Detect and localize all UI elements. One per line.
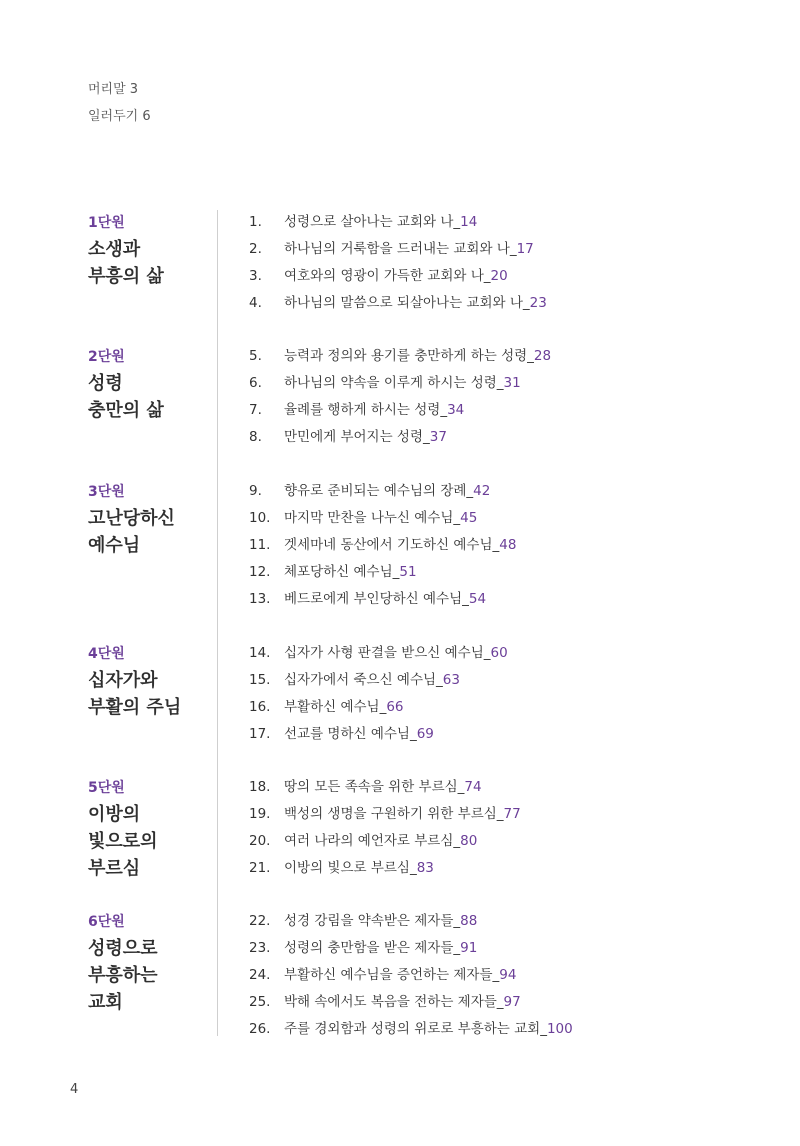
chapter-title-text: 부활하신 예수님을 증언하는 제자들_ (284, 967, 500, 983)
page-number: 4 (70, 1082, 79, 1097)
unit-label: 3단원 (88, 484, 125, 500)
chapter-number: 20. (249, 833, 271, 849)
chapter-page: 14 (460, 214, 478, 230)
chapter-number: 18. (249, 779, 271, 795)
unit-title (88, 801, 158, 882)
chapter-title-text: 성령으로 살아나는 교회와 나_ (284, 214, 461, 230)
chapter-page: 83 (416, 860, 434, 876)
chapter-page: 97 (503, 994, 521, 1010)
unit-label: 6단원 (88, 914, 125, 930)
unit-label: 1단원 (88, 215, 125, 231)
chapter-page: 23 (529, 295, 547, 311)
chapter-title (284, 858, 434, 878)
chapter-title-text: 부활하신 예수님_ (284, 699, 387, 715)
unit-title (88, 935, 158, 1016)
chapter-title (284, 643, 508, 663)
chapter-page: 51 (399, 564, 417, 580)
chapter-title-text: 성령의 충만함을 받은 제자들_ (284, 940, 461, 956)
chapter-title (284, 724, 434, 744)
unit-title-line: 빛으로의 (88, 831, 158, 852)
chapter-number: 14. (249, 645, 271, 661)
chapter-page: 17 (516, 241, 534, 257)
chapter-title-text: 십자가 사형 판결을 받으신 예수님_ (284, 645, 491, 661)
front-matter-preface: 머리말 3 (88, 82, 139, 97)
chapter-title-text: 선교를 명하신 예수님_ (284, 726, 417, 742)
unit-title-line: 부르심 (88, 858, 141, 879)
chapter-number: 23. (249, 940, 271, 956)
unit-title-line: 충만의 삶 (88, 400, 164, 421)
chapter-title-text: 하나님의 말씀으로 되살아나는 교회와 나_ (284, 295, 530, 311)
unit-label: 4단원 (88, 646, 125, 662)
chapter-page: 88 (460, 913, 478, 929)
unit-title-line: 부흥의 삶 (88, 266, 164, 287)
chapter-title (284, 911, 477, 931)
chapter-title (284, 1019, 573, 1039)
chapter-title (284, 562, 417, 582)
chapter-title-text: 이방의 빛으로 부르심_ (284, 860, 417, 876)
chapter-number: 17. (249, 726, 271, 742)
unit-title-line: 교회 (88, 992, 123, 1013)
chapter-number: 11. (249, 537, 271, 553)
chapter-title (284, 212, 477, 232)
chapter-number: 7. (249, 402, 262, 418)
chapter-title-text: 만민에게 부어지는 성령_ (284, 429, 430, 445)
chapter-title-text: 땅의 모든 족속을 위한 부르심_ (284, 779, 465, 795)
chapter-number: 24. (249, 967, 271, 983)
chapter-number: 16. (249, 699, 271, 715)
chapter-title-text: 주를 경외함과 성령의 위로로 부흥하는 교회_ (284, 1021, 547, 1037)
chapter-title-text: 하나님의 거룩함을 드러내는 교회와 나_ (284, 241, 517, 257)
chapter-page: 94 (499, 967, 517, 983)
chapter-page: 77 (503, 806, 521, 822)
chapter-title (284, 992, 521, 1012)
chapter-title (284, 697, 404, 717)
chapter-number: 1. (249, 214, 262, 230)
chapter-number: 10. (249, 510, 271, 526)
chapter-title-text: 능력과 정의와 용기를 충만하게 하는 성령_ (284, 348, 534, 364)
chapter-number: 4. (249, 295, 262, 311)
chapter-title-text: 베드로에게 부인당하신 예수님_ (284, 591, 469, 607)
unit-title-line: 예수님 (88, 535, 141, 556)
chapter-title (284, 508, 477, 528)
front-matter-notes: 일러두기 6 (88, 109, 151, 124)
chapter-page: 66 (386, 699, 404, 715)
unit-title (88, 505, 175, 559)
unit-title-line: 부활의 주님 (88, 697, 182, 718)
unit-title-line: 이방의 (88, 804, 141, 825)
chapter-number: 13. (249, 591, 271, 607)
unit-title-line: 성령 (88, 373, 123, 394)
unit-title-line: 고난당하신 (88, 508, 175, 529)
chapter-page: 54 (468, 591, 487, 607)
chapter-title (284, 670, 460, 690)
chapter-page: 91 (460, 940, 478, 956)
chapter-title-text: 하나님의 약속을 이루게 하시는 성령_ (284, 375, 504, 391)
chapter-title-text: 겟세마네 동산에서 기도하신 예수님_ (284, 537, 500, 553)
chapter-title (284, 965, 516, 985)
chapter-title (284, 400, 464, 420)
chapter-title (284, 804, 521, 824)
chapter-page: 31 (503, 375, 521, 391)
unit-title (88, 236, 164, 290)
chapter-title-text: 십자가에서 죽으신 예수님_ (284, 672, 443, 688)
chapter-title (284, 777, 482, 797)
chapter-page: 100 (546, 1021, 573, 1037)
chapter-page: 63 (442, 672, 460, 688)
chapter-number: 6. (249, 375, 262, 391)
chapter-number: 21. (249, 860, 271, 876)
chapter-title-text: 체포당하신 예수님_ (284, 564, 400, 580)
chapter-page: 20 (490, 268, 508, 284)
unit-title-line: 소생과 (88, 239, 141, 260)
chapter-number: 26. (249, 1021, 271, 1037)
chapter-page: 80 (460, 833, 478, 849)
chapter-title (284, 239, 534, 259)
chapter-title (284, 427, 447, 447)
chapter-title-text: 백성의 생명을 구원하기 위한 부르심_ (284, 806, 504, 822)
chapter-title (284, 831, 477, 851)
chapter-title-text: 여러 나라의 예언자로 부르심_ (284, 833, 461, 849)
chapter-title (284, 373, 521, 393)
chapter-title-text: 박해 속에서도 복음을 전하는 제자들_ (284, 994, 504, 1010)
chapter-title (284, 346, 551, 366)
unit-title-line: 부흥하는 (88, 965, 158, 986)
chapter-number: 2. (249, 241, 262, 257)
chapter-page: 69 (416, 726, 434, 742)
chapter-number: 3. (249, 268, 262, 284)
chapter-title (284, 938, 477, 958)
chapter-page: 42 (473, 483, 491, 499)
chapter-page: 60 (490, 645, 508, 661)
chapter-title (284, 589, 486, 609)
chapter-page: 28 (533, 348, 552, 364)
chapter-title-text: 여호와의 영광이 가득한 교회와 나_ (284, 268, 491, 284)
unit-label: 2단원 (88, 349, 125, 365)
chapter-page: 74 (464, 779, 482, 795)
chapter-number: 5. (249, 348, 262, 364)
chapter-title (284, 481, 490, 501)
chapter-page: 45 (460, 510, 478, 526)
chapter-page: 34 (447, 402, 465, 418)
vertical-divider (217, 210, 218, 1036)
chapter-title (284, 266, 508, 286)
chapter-page: 48 (499, 537, 517, 553)
unit-label: 5단원 (88, 780, 125, 796)
chapter-title (284, 535, 516, 555)
chapter-page: 37 (429, 429, 447, 445)
chapter-title-text: 마지막 만찬을 나누신 예수님_ (284, 510, 461, 526)
chapter-number: 9. (249, 483, 262, 499)
unit-title (88, 370, 164, 424)
unit-title (88, 667, 181, 721)
unit-title-line: 성령으로 (88, 938, 158, 959)
chapter-title-text: 향유로 준비되는 예수님의 장례_ (284, 483, 474, 499)
chapter-title (284, 293, 547, 313)
chapter-number: 8. (249, 429, 262, 445)
chapter-number: 22. (249, 913, 271, 929)
front-matter (88, 76, 151, 130)
chapter-number: 15. (249, 672, 271, 688)
chapter-title-text: 율례를 행하게 하시는 성령_ (284, 402, 448, 418)
chapter-number: 12. (249, 564, 271, 580)
chapter-number: 19. (249, 806, 271, 822)
unit-title-line: 십자가와 (88, 670, 158, 691)
chapter-number: 25. (249, 994, 271, 1010)
chapter-title-text: 성경 강림을 약속받은 제자들_ (284, 913, 461, 929)
